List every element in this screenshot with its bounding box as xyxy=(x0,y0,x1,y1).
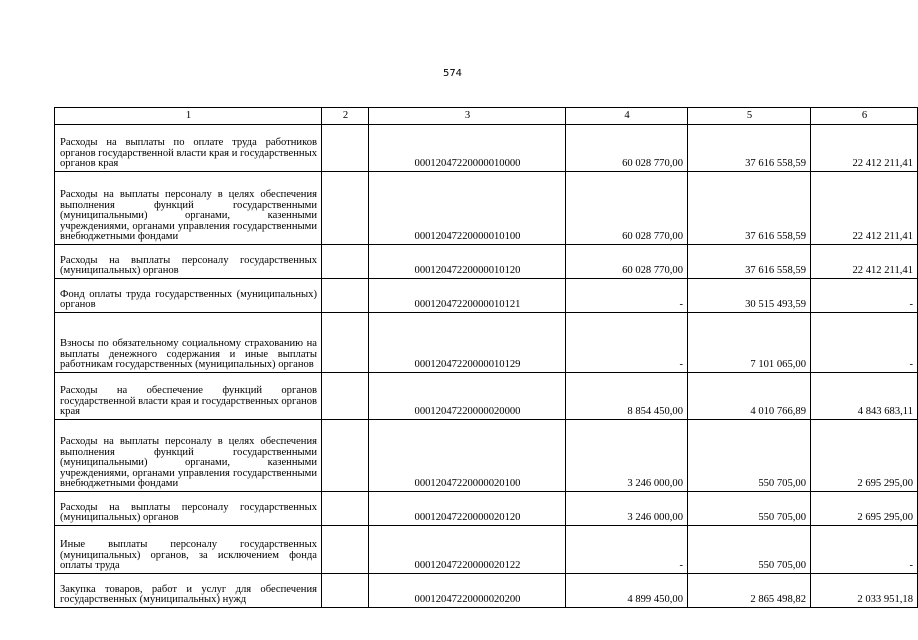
table-row xyxy=(55,125,918,172)
row-name: Расходы на выплаты персоналу государственных (муниципальных) органов xyxy=(55,245,322,279)
row-approved: 60 028 770,00 xyxy=(566,125,688,172)
row-code: 00012047220000020122 xyxy=(369,526,566,574)
row-name: Расходы на выплаты персоналу в целях обеспечения выполнения функций государственными (муниципальными) органами, казенными учреждениями, органами управления государственными внебюджетными фондами xyxy=(55,172,322,245)
table-row xyxy=(55,526,918,574)
row-unexecuted: - xyxy=(811,279,918,313)
row-unexecuted: 22 412 211,41 xyxy=(811,245,918,279)
header-col-2: 2 xyxy=(322,108,369,125)
table-row xyxy=(55,492,918,526)
row-executed: 30 515 493,59 xyxy=(688,279,811,313)
row-executed: 550 705,00 xyxy=(688,420,811,492)
row-name: Взносы по обязательному социальному страхованию на выплаты денежного содержания и иные выплаты работникам государственных (муниципальных) органов xyxy=(55,313,322,373)
row-code: 00012047220000010120 xyxy=(369,245,566,279)
row-approved: 3 246 000,00 xyxy=(566,492,688,526)
row-approved: 8 854 450,00 xyxy=(566,373,688,420)
row-code: 00012047220000010000 xyxy=(369,125,566,172)
row-col2 xyxy=(322,313,369,373)
row-name: Фонд оплаты труда государственных (муниципальных) органов xyxy=(55,279,322,313)
row-name: Иные выплаты персоналу государственных (муниципальных) органов, за исключением фонда оплаты труда xyxy=(55,526,322,574)
row-unexecuted: 2 033 951,18 xyxy=(811,574,918,608)
row-executed: 2 865 498,82 xyxy=(688,574,811,608)
row-approved: 60 028 770,00 xyxy=(566,245,688,279)
row-col2 xyxy=(322,279,369,313)
row-code: 00012047220000010121 xyxy=(369,279,566,313)
row-name: Закупка товаров, работ и услуг для обеспечения государственных (муниципальных) нужд xyxy=(55,574,322,608)
row-unexecuted: 2 695 295,00 xyxy=(811,492,918,526)
row-executed: 550 705,00 xyxy=(688,526,811,574)
table-header-row xyxy=(55,108,918,125)
row-code: 00012047220000020100 xyxy=(369,420,566,492)
page-number: 574 xyxy=(442,68,463,79)
row-executed: 37 616 558,59 xyxy=(688,125,811,172)
row-name: Расходы на обеспечение функций органов государственной власти края и государственных органов края xyxy=(55,373,322,420)
row-col2 xyxy=(322,125,369,172)
row-col2 xyxy=(322,420,369,492)
row-col2 xyxy=(322,373,369,420)
row-executed: 4 010 766,89 xyxy=(688,373,811,420)
row-col2 xyxy=(322,245,369,279)
header-col-6: 6 xyxy=(811,108,918,125)
row-name: Расходы на выплаты по оплате труда работников органов государственной власти края и государственных органов края xyxy=(55,125,322,172)
row-executed: 7 101 065,00 xyxy=(688,313,811,373)
row-col2 xyxy=(322,526,369,574)
row-name: Расходы на выплаты персоналу государственных (муниципальных) органов xyxy=(55,492,322,526)
row-col2 xyxy=(322,574,369,608)
header-col-1: 1 xyxy=(55,108,322,125)
row-executed: 550 705,00 xyxy=(688,492,811,526)
row-executed: 37 616 558,59 xyxy=(688,245,811,279)
header-col-5: 5 xyxy=(688,108,811,125)
row-unexecuted: - xyxy=(811,526,918,574)
header-col-4: 4 xyxy=(566,108,688,125)
row-approved: - xyxy=(566,526,688,574)
row-approved: - xyxy=(566,279,688,313)
table-row xyxy=(55,420,918,492)
row-unexecuted: 2 695 295,00 xyxy=(811,420,918,492)
table-row xyxy=(55,313,918,373)
row-code: 00012047220000020200 xyxy=(369,574,566,608)
row-approved: 3 246 000,00 xyxy=(566,420,688,492)
row-code: 00012047220000010100 xyxy=(369,172,566,245)
row-code: 00012047220000020120 xyxy=(369,492,566,526)
row-approved: 4 899 450,00 xyxy=(566,574,688,608)
table-row xyxy=(55,172,918,245)
budget-table xyxy=(54,107,918,608)
row-unexecuted: - xyxy=(811,313,918,373)
header-col-3: 3 xyxy=(369,108,566,125)
row-code: 00012047220000010129 xyxy=(369,313,566,373)
row-col2 xyxy=(322,172,369,245)
row-unexecuted: 22 412 211,41 xyxy=(811,172,918,245)
row-code: 00012047220000020000 xyxy=(369,373,566,420)
row-unexecuted: 22 412 211,41 xyxy=(811,125,918,172)
table-row xyxy=(55,373,918,420)
row-name: Расходы на выплаты персоналу в целях обеспечения выполнения функций государственными (муниципальными) органами, казенными учреждениями, органами управления государственными внебюджетными фондами xyxy=(55,420,322,492)
row-approved: 60 028 770,00 xyxy=(566,172,688,245)
row-unexecuted: 4 843 683,11 xyxy=(811,373,918,420)
table-row xyxy=(55,279,918,313)
table-row xyxy=(55,245,918,279)
table-row xyxy=(55,574,918,608)
row-col2 xyxy=(322,492,369,526)
row-approved: - xyxy=(566,313,688,373)
row-executed: 37 616 558,59 xyxy=(688,172,811,245)
